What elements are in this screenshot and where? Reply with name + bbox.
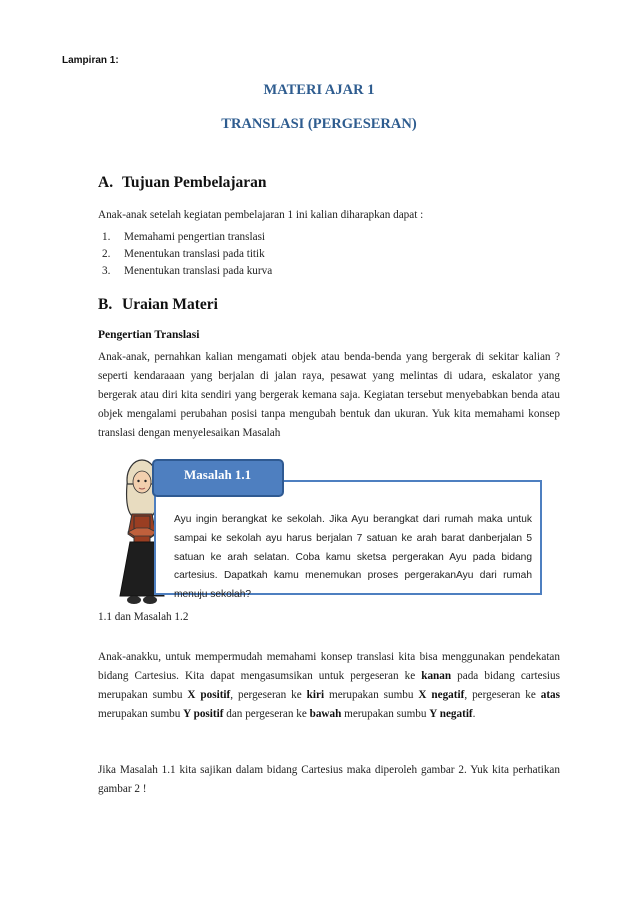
section-b-letter: B. xyxy=(98,296,113,313)
list-item: 2. Menentukan translasi pada titik xyxy=(102,248,265,260)
section-b-heading xyxy=(98,296,218,314)
section-b-paragraph: Anak-anak, pernahkan kalian mengamati objek atau benda-benda yang bergerak di sekitar kalian ? seperti kendaraaan yang berjalan di jalan raya, pesawat yang melintas di udara, eskalator yang bergerak atau diri kita sendiri yang bergerak kemana saja. Kegiatan tersebut menyebabkan benda atau objek mengalami perubahan posisi tanpa mengubah bentuk dan ukuran. Yuk kita memahami konsep translasi dengan menyelesaikan Masalah xyxy=(98,351,560,439)
lampiran-label: Lampiran 1: xyxy=(62,55,119,66)
list-item: 1. Memahami pengertian translasi xyxy=(102,231,266,243)
document-subtitle: TRANSLASI (PERGESERAN) xyxy=(221,116,417,132)
after-box-text: 1.1 dan Masalah 1.2 xyxy=(98,611,189,623)
masalah-tab: Masalah 1.1 xyxy=(152,459,284,497)
section-a-title: Tujuan Pembelajaran xyxy=(122,174,267,191)
section-b-subheading: Pengertian Translasi xyxy=(98,329,200,341)
section-a-heading xyxy=(98,174,267,192)
closing-paragraph: Jika Masalah 1.1 kita sajikan dalam bidang Cartesius maka diperoleh gambar 2. Yuk kita perhatikan gambar 2 ! xyxy=(98,764,560,795)
section-b-title: Uraian Materi xyxy=(122,296,218,313)
cartesius-paragraph: Anak-anakku, untuk mempermudah memahami konsep translasi kita bisa menggunakan pendekatan bidang Cartesius. Kita dapat mengasumsikan untuk pergeseran ke kanan pada bidang cartesius merupakan sumbu X positif, pergeseran ke kiri merupakan sumbu X negatif, pergeseran ke atas merupakan sumbu Y positif dan pergeseran ke bawah merupakan sumbu Y negatif. xyxy=(98,651,561,720)
section-a-letter: A. xyxy=(98,174,114,191)
section-a-intro: Anak-anak setelah kegiatan pembelajaran 1 ini kalian diharapkan dapat : xyxy=(98,209,424,221)
objectives-list xyxy=(98,229,272,280)
list-item: 3. Menentukan translasi pada kurva xyxy=(102,265,273,277)
masalah-text: Ayu ingin berangkat ke sekolah. Jika Ayu berangkat dari rumah maka untuk sampai ke sekolah ayu harus berjalan 7 satuan ke arah barat danberjalan 5 satuan ke arah selatan. Coba kamu sketsa pergerakan Ayu pada bidang cartesius. Dapatkah kamu menemukan proses pergerakanAyu dari rumah menuju sekolah? xyxy=(174,514,532,601)
document-title: MATERI AJAR 1 xyxy=(263,82,375,98)
